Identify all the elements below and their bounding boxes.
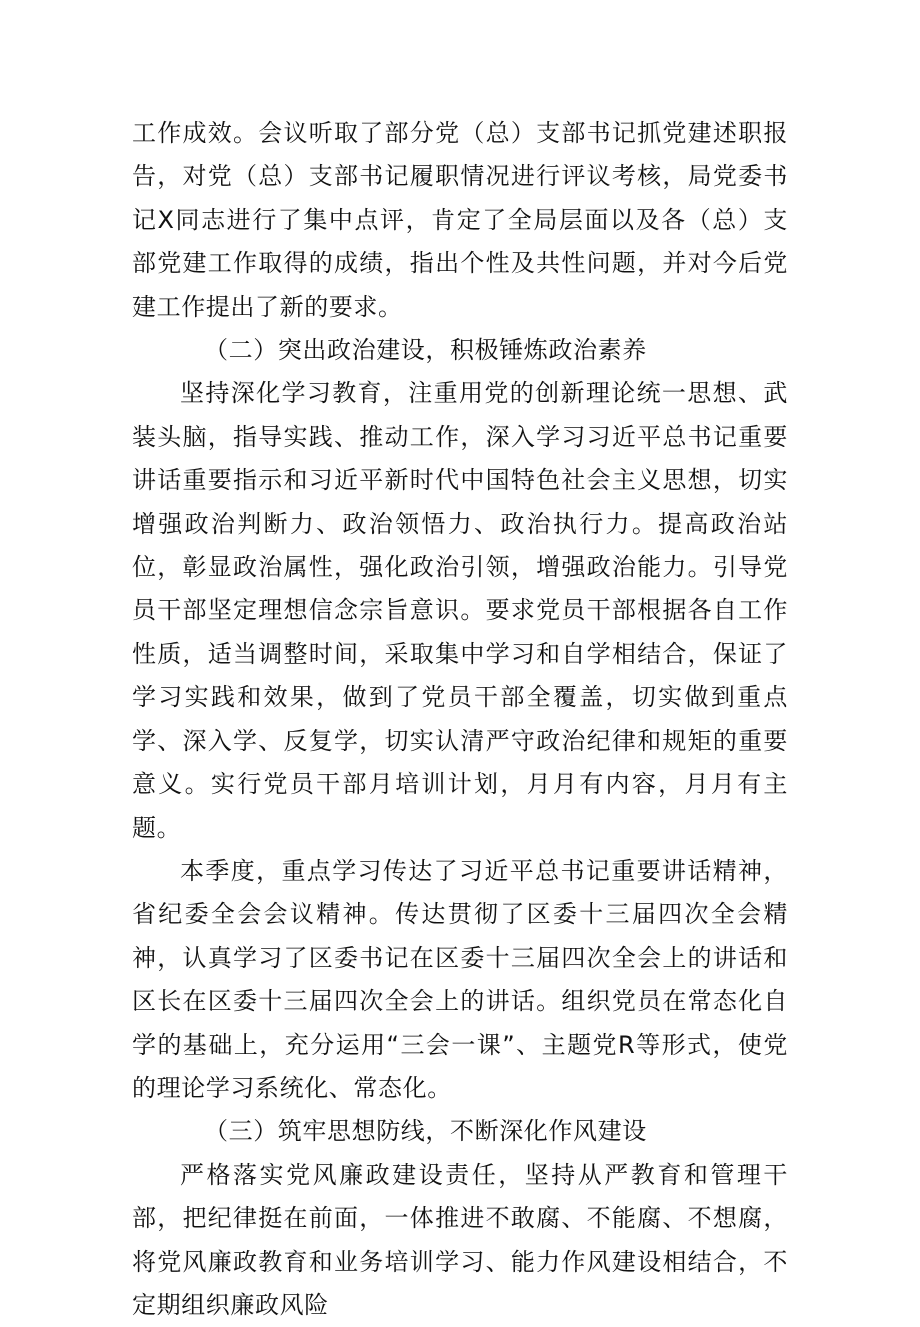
paragraph-study-education: 坚持深化学习教育，注重用党的创新理论统一思想、武装头脑，指导实践、推动工作，深入学习习近平总书记重要讲话重要指示和习近平新时代中国特色社会主义思想，切实增强政治判断力、政治领悟力、政治执行力。提高政治站位，彰显政治属性，强化政治引领，增强政治能力。引导党员干部坚定理想信念宗旨意识。要求党员干部根据各自工作性质，适当调整时间，采取集中学习和自学相结合，保证了学习实践和效果，做到了党员干部全覆盖，切实做到重点学、深入学、反复学，切实认清严守政治纪律和规矩的重要意义。实行党员干部月培训计划，月月有内容，月月有主题。 (132, 379, 788, 842)
section-heading-political-building: （二）突出政治建设，积极锤炼政治素养 (204, 336, 647, 365)
section-heading-work-style: （三）筑牢思想防线，不断深化作风建设 (204, 1117, 647, 1146)
paragraph-continuation: 工作成效。会议听取了部分党（总）支部书记抓党建述职报告，对党（总）支部书记履职情况进行评议考核，局党委书记X同志进行了集中点评，肯定了全局层面以及各（总）支部党建工作取得的成绩，指出个性及共性问题，并对今后党建工作提出了新的要求。 (132, 119, 788, 321)
paragraph-integrity-responsibility: 严格落实党风廉政建设责任，坚持从严教育和管理干部，把纪律挺在前面，一体推进不敢腐、不能腐、不想腐，将党风廉政教育和业务培训学习、能力作风建设相结合，不定期组织廉政风险 (132, 1160, 788, 1319)
document-body (132, 112, 788, 1327)
paragraph-quarterly-study: 本季度，重点学习传达了习近平总书记重要讲话精神，省纪委全会会议精神。传达贯彻了区委十三届四次全会精神，认真学习了区委书记在区委十三届四次全会上的讲话和区长在区委十三届四次全会上的讲话。组织党员在常态化自学的基础上，充分运用“三会一课”、主题党R等形式，使党的理论学习系统化、常态化。 (132, 856, 788, 1102)
